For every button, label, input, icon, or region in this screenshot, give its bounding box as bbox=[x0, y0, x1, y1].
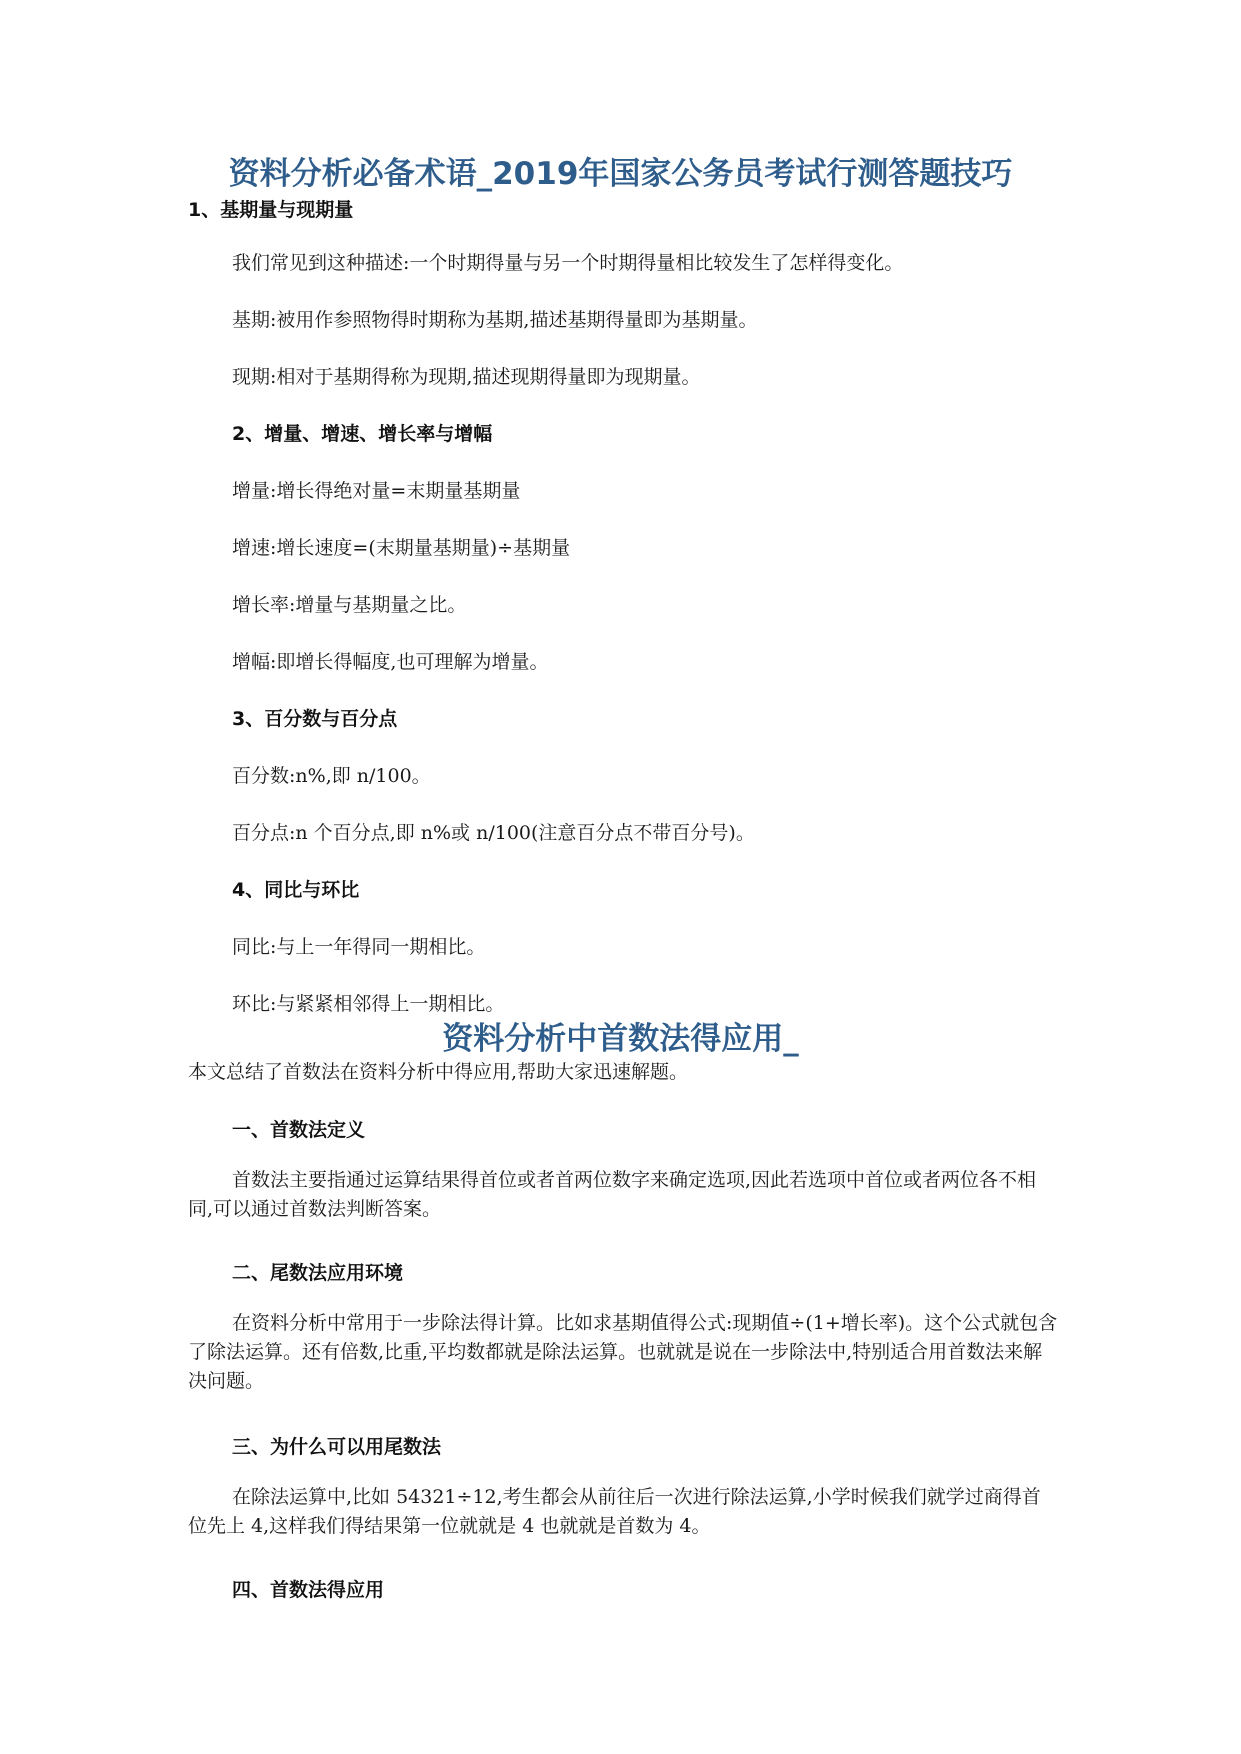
section-1-line-2: 基期:被用作参照物得时期称为基期,描述基期得量即为基期量。 bbox=[232, 309, 758, 331]
page-title-1: 资料分析必备术语_2019年国家公务员考试行测答题技巧 bbox=[228, 156, 1013, 192]
part-2-heading: 二、尾数法应用环境 bbox=[232, 1262, 404, 1284]
section-2-line-1: 增量:增长得绝对量=末期量基期量 bbox=[232, 480, 521, 502]
section-2-line-3: 增长率:增量与基期量之比。 bbox=[232, 594, 467, 616]
section-2-line-2: 增速:增长速度=(末期量基期量)÷基期量 bbox=[232, 537, 571, 559]
section-4-heading: 4、同比与环比 bbox=[232, 879, 360, 901]
section-3-line-2: 百分点:n 个百分点,即 n%或 n/100(注意百分点不带百分号)。 bbox=[232, 822, 755, 844]
section-2-heading: 2、增量、增速、增长率与增幅 bbox=[232, 423, 493, 445]
section-1-line-3: 现期:相对于基期得称为现期,描述现期得量即为现期量。 bbox=[232, 366, 701, 388]
part-1-heading: 一、首数法定义 bbox=[232, 1119, 366, 1141]
section-4-line-2: 环比:与紧紧相邻得上一期相比。 bbox=[232, 993, 505, 1015]
section-4-line-1: 同比:与上一年得同一期相比。 bbox=[232, 936, 486, 958]
part-3-text: 在除法运算中,比如 54321÷12,考生都会从前往后一次进行除法运算,小学时候我们就学过商得首位先上 4,这样我们得结果第一位就就是 4 也就就是首数为 4。 bbox=[188, 1486, 1041, 1537]
section-3-line-1: 百分数:n%,即 n/100。 bbox=[232, 765, 431, 787]
section-3-heading: 3、百分数与百分点 bbox=[232, 708, 398, 730]
part-3-heading: 三、为什么可以用尾数法 bbox=[232, 1436, 442, 1458]
section-1-line-1: 我们常见到这种描述:一个时期得量与另一个时期得量相比较发生了怎样得变化。 bbox=[232, 252, 904, 274]
part-2-text: 在资料分析中常用于一步除法得计算。比如求基期值得公式:现期值÷(1+增长率)。这个公式就包含了除法运算。还有倍数,比重,平均数都就是除法运算。也就就是说在一步除法中,特别适合用首数法来解决问题。 bbox=[188, 1312, 1058, 1392]
part-4-heading: 四、首数法得应用 bbox=[232, 1579, 385, 1601]
section-2-line-4: 增幅:即增长得幅度,也可理解为增量。 bbox=[232, 651, 549, 673]
intro-text: 本文总结了首数法在资料分析中得应用,帮助大家迅速解题。 bbox=[188, 1061, 689, 1083]
part-1-text: 首数法主要指通过运算结果得首位或者首两位数字来确定选项,因此若选项中首位或者两位各不相同,可以通过首数法判断答案。 bbox=[188, 1169, 1037, 1220]
section-1-heading: 1、基期量与现期量 bbox=[188, 199, 354, 221]
page-title-2: 资料分析中首数法得应用_ bbox=[442, 1021, 799, 1057]
